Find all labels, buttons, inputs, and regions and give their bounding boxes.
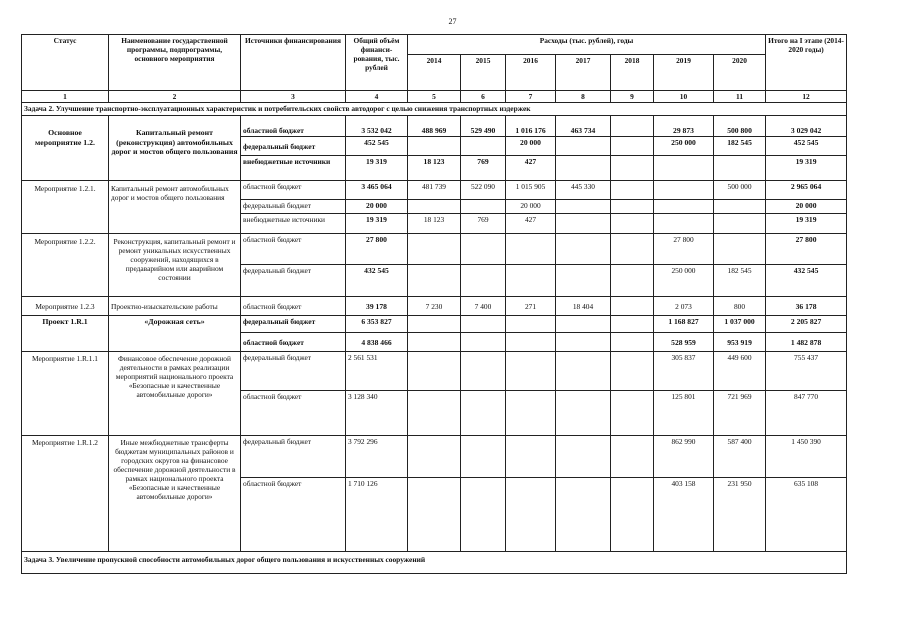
stage-cell: 19 319 [766,156,847,181]
year-cell: 481 739 [408,181,461,200]
year-cell [556,352,611,391]
year-cell: 800 [714,297,766,316]
year-cell [714,200,766,214]
year-cell [556,234,611,265]
page-number: 27 [448,17,457,26]
year-cell [611,234,654,265]
source-cell: областной бюджет [241,234,346,265]
year-cell: 500 000 [714,181,766,200]
year-cell [556,200,611,214]
column-number: 11 [714,91,766,103]
year-cell [461,333,506,352]
year-cell: 7 400 [461,297,506,316]
header-year: 2016 [506,55,556,91]
year-cell: 1 037 000 [714,316,766,333]
column-number: 5 [408,91,461,103]
task-2-title: Задача 2. Улучшение транспортно-эксплуатационных характеристик и потребительских свойств автодорог с целью снижения транспортных издержек [22,103,847,116]
year-cell [611,137,654,156]
year-cell [611,200,654,214]
year-cell [611,333,654,352]
table-row [22,316,847,333]
year-cell: 488 969 [408,116,461,137]
year-cell [556,316,611,333]
header-expenses: Расходы (тыс. рублей), годы [408,35,766,55]
year-cell [506,265,556,297]
row-name: Капитальный ремонт автомобильных дорог и мостов общего пользования [109,181,241,234]
year-cell [408,478,461,552]
year-cell: 18 123 [408,214,461,234]
year-cell: 463 734 [556,116,611,137]
year-cell: 29 873 [654,116,714,137]
total-cell: 2 561 531 [346,352,408,391]
year-cell [506,352,556,391]
year-cell [611,478,654,552]
row-status: Мероприятие 1.R.1.1 [22,352,109,436]
source-cell: федеральный бюджет [241,436,346,478]
year-cell [611,297,654,316]
source-cell: областной бюджет [241,333,346,352]
year-cell: 2 073 [654,297,714,316]
table-row [22,436,847,478]
year-cell [714,156,766,181]
total-cell: 1 710 126 [346,478,408,552]
year-cell [461,478,506,552]
column-number: 7 [506,91,556,103]
stage-cell: 1 482 878 [766,333,847,352]
year-cell [506,316,556,333]
column-number: 3 [241,91,346,103]
year-cell: 427 [506,156,556,181]
year-cell: 500 800 [714,116,766,137]
year-cell [408,200,461,214]
year-cell [556,391,611,436]
year-cell [556,214,611,234]
year-cell [611,391,654,436]
header-year: 2019 [654,55,714,91]
total-cell: 39 178 [346,297,408,316]
stage-cell: 20 000 [766,200,847,214]
stage-cell: 432 545 [766,265,847,297]
year-cell [461,316,506,333]
year-cell [461,391,506,436]
row-status: Основное мероприятие 1.2. [22,116,109,181]
row-status: Проект 1.R.1 [22,316,109,352]
year-cell: 20 000 [506,137,556,156]
year-cell: 305 837 [654,352,714,391]
stage-cell: 1 450 390 [766,436,847,478]
year-cell: 522 090 [461,181,506,200]
total-cell: 432 545 [346,265,408,297]
stage-cell: 36 178 [766,297,847,316]
source-cell: областной бюджет [241,478,346,552]
year-cell [611,214,654,234]
year-cell: 953 919 [714,333,766,352]
year-cell: 769 [461,214,506,234]
column-number: 10 [654,91,714,103]
column-number: 9 [611,91,654,103]
total-cell: 4 838 466 [346,333,408,352]
source-cell: федеральный бюджет [241,200,346,214]
task-3-title: Задача 3. Увеличение пропускной способности автомобильных дорог общего пользования и искусственных сооружений [22,552,847,574]
year-cell: 1 015 905 [506,181,556,200]
year-cell [506,333,556,352]
column-number: 2 [109,91,241,103]
year-cell [408,265,461,297]
source-cell: областной бюджет [241,391,346,436]
year-cell: 20 000 [506,200,556,214]
year-cell [611,352,654,391]
stage-cell: 635 108 [766,478,847,552]
year-cell [556,478,611,552]
header-name: Наименование государственной программы, подпрограммы, основного мероприятия [109,35,241,91]
table-row [22,116,847,137]
year-cell [408,234,461,265]
year-cell [611,265,654,297]
source-cell: областной бюджет [241,116,346,137]
year-cell [611,316,654,333]
year-cell [556,265,611,297]
source-cell: федеральный бюджет [241,265,346,297]
table-row [22,352,847,391]
year-cell [461,352,506,391]
year-cell [714,214,766,234]
year-cell [506,391,556,436]
year-cell: 250 000 [654,265,714,297]
source-cell: внебюджетные источники [241,214,346,234]
source-cell: федеральный бюджет [241,352,346,391]
year-cell [654,214,714,234]
total-cell: 27 800 [346,234,408,265]
total-cell: 452 545 [346,137,408,156]
year-cell: 271 [506,297,556,316]
stage-cell: 452 545 [766,137,847,156]
year-cell: 231 950 [714,478,766,552]
row-status: Мероприятие 1.2.1. [22,181,109,234]
total-cell: 20 000 [346,200,408,214]
year-cell [506,436,556,478]
year-cell [506,478,556,552]
source-cell: внебюджетные источники [241,156,346,181]
year-cell [714,234,766,265]
column-number-row [22,91,847,103]
year-cell: 445 330 [556,181,611,200]
row-name: Проектно-изыскательские работы [109,297,241,316]
column-number: 12 [766,91,847,103]
year-cell [611,156,654,181]
header-year: 2018 [611,55,654,91]
source-cell: федеральный бюджет [241,316,346,333]
row-status: Мероприятие 1.2.3 [22,297,109,316]
header-source: Источники финансирования [241,35,346,91]
year-cell: 18 404 [556,297,611,316]
source-cell: областной бюджет [241,297,346,316]
year-cell: 587 400 [714,436,766,478]
year-cell: 1 168 827 [654,316,714,333]
year-cell [461,234,506,265]
row-name: Капитальный ремонт (реконструкция) автомобильных дорог и мостов общего пользования [109,116,241,181]
year-cell [461,137,506,156]
header-year: 2015 [461,55,506,91]
row-status: Мероприятие 1.R.1.2 [22,436,109,552]
header-year: 2014 [408,55,461,91]
year-cell [556,156,611,181]
stage-cell: 755 437 [766,352,847,391]
total-cell: 3 532 042 [346,116,408,137]
financing-table [21,34,847,574]
year-cell [556,436,611,478]
row-status: Мероприятие 1.2.2. [22,234,109,297]
stage-cell: 847 770 [766,391,847,436]
year-cell [408,436,461,478]
year-cell [408,391,461,436]
year-cell [611,116,654,137]
year-cell [506,234,556,265]
total-cell: 3 128 340 [346,391,408,436]
year-cell: 125 801 [654,391,714,436]
stage-cell: 3 029 042 [766,116,847,137]
year-cell [654,200,714,214]
year-cell: 250 000 [654,137,714,156]
header-total: Общий объём финанси-рования, тыс. рублей [346,35,408,91]
column-number: 4 [346,91,408,103]
year-cell [408,333,461,352]
year-cell [611,436,654,478]
year-cell: 769 [461,156,506,181]
column-number: 8 [556,91,611,103]
year-cell: 862 990 [654,436,714,478]
table-row [22,234,847,265]
total-cell: 3 792 296 [346,436,408,478]
source-cell: областной бюджет [241,181,346,200]
stage-cell: 19 319 [766,214,847,234]
column-number: 6 [461,91,506,103]
row-name: Иные межбюджетные трансферты бюджетам муниципальных районов и городских округов на финансовое обеспечение дорожной деятельности в рамках национального проекта «Безопасные и качественные автомобильные дороги» [109,436,241,552]
total-cell: 19 319 [346,214,408,234]
total-cell: 6 353 827 [346,316,408,333]
year-cell [611,181,654,200]
stage-cell: 2 205 827 [766,316,847,333]
year-cell: 7 230 [408,297,461,316]
row-name: Реконструкция, капитальный ремонт и ремонт уникальных искусственных сооружений, находящихся в предаварийном или аварийном состоянии [109,234,241,297]
task-row [22,103,847,116]
total-cell: 19 319 [346,156,408,181]
stage-cell: 27 800 [766,234,847,265]
year-cell: 528 959 [654,333,714,352]
year-cell: 721 969 [714,391,766,436]
year-cell: 1 016 176 [506,116,556,137]
header-year: 2017 [556,55,611,91]
year-cell [408,137,461,156]
table-row [22,297,847,316]
year-cell [556,333,611,352]
table-row [22,181,847,200]
stage-cell: 2 965 064 [766,181,847,200]
year-cell [654,156,714,181]
year-cell [408,352,461,391]
year-cell: 427 [506,214,556,234]
year-cell [461,436,506,478]
header-stage-total: Итого на I этапе (2014-2020 годы) [766,35,847,91]
row-name: Финансовое обеспечение дорожной деятельности в рамках реализации мероприятий национального проекта «Безопасные и качественные автомобильные дороги» [109,352,241,436]
source-cell: федеральный бюджет [241,137,346,156]
year-cell [654,181,714,200]
year-cell: 182 545 [714,137,766,156]
header-row [22,35,847,55]
year-cell [461,265,506,297]
year-cell: 27 800 [654,234,714,265]
year-cell [461,200,506,214]
total-cell: 3 465 064 [346,181,408,200]
year-cell: 449 600 [714,352,766,391]
column-number: 1 [22,91,109,103]
header-year: 2020 [714,55,766,91]
year-cell: 18 123 [408,156,461,181]
year-cell [556,137,611,156]
row-name: «Дорожная сеть» [109,316,241,352]
year-cell: 403 158 [654,478,714,552]
year-cell: 182 545 [714,265,766,297]
task-row [22,552,847,574]
year-cell [408,316,461,333]
header-status: Статус [22,35,109,91]
year-cell: 529 490 [461,116,506,137]
